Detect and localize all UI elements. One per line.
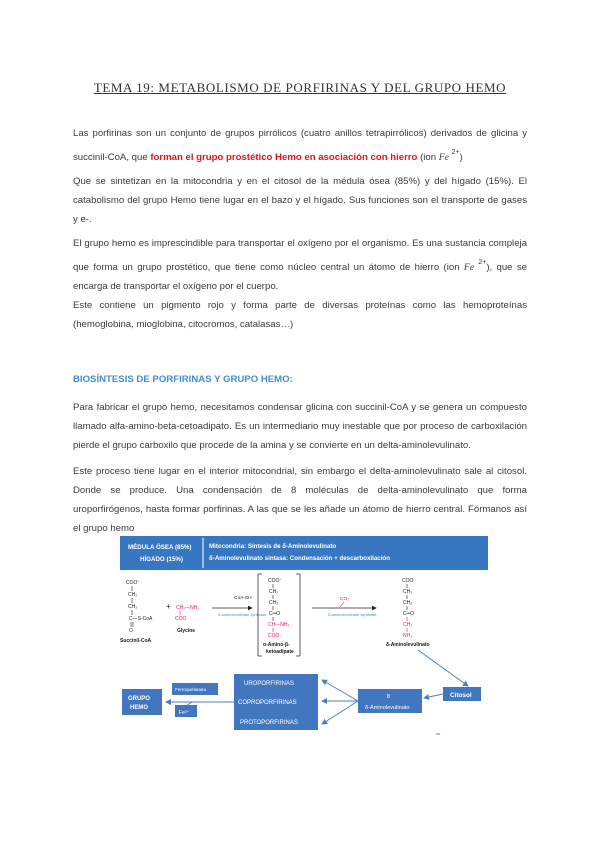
intermediate-keto: C═O: [269, 611, 281, 617]
glycine-coo: COO: [175, 616, 187, 622]
biosynthesis-diagram: [118, 534, 502, 736]
uroporphyrins: UROPORFIRINAS: [244, 681, 295, 687]
iron-symbol: Fe: [438, 152, 449, 163]
intermediate-ch2-a: CH₂: [269, 589, 279, 595]
heme-box: [122, 689, 162, 715]
product-amine: NH₃: [403, 633, 413, 639]
iron-charge: 2+: [451, 149, 460, 156]
succinyl-thioester: C—S-CoA: [129, 616, 153, 622]
intermediate-amine: CH—NH₃: [268, 622, 290, 628]
header-bar: [120, 536, 488, 570]
paragraph-process: Este proceso tiene lugar en el interior mitocondrial, sin embargo el delta-aminolevulinato sale al citosol. Donde se produce. Una condensación de 8 moléculas de delta-aminolevulinato que forma uroporfirógenos, hasta formar porfirinas. A las que se les añade un átomo de hierro central. Fórmanos así el grupo hemo: [73, 466, 527, 534]
enzyme-2-label: δ-aminolevulinate synthase: [328, 612, 377, 617]
header-mitochondria: Mitocondria: Síntesis de δ-Aminolevulinato: [209, 543, 337, 550]
header-liver: HÍGADO (15%): [140, 556, 183, 563]
hemo-text-end: ), que se encarga de transportar el oxígeno por el cuerpo.: [73, 262, 527, 292]
product-ch2-b: CH₂: [403, 600, 413, 606]
diagram-svg: [118, 534, 502, 736]
product-coo: COO⁻: [402, 578, 417, 584]
paragraph-hemo: [73, 234, 527, 296]
eight-count: 8: [387, 694, 391, 700]
highlight-text: forman el grupo prostético Hemo en asociación con hierro: [150, 152, 418, 163]
header-enzyme: δ-Aminolevulinato sintasa: Condensación + descarboxilación: [209, 555, 390, 562]
citosol-label: Citosol: [450, 692, 472, 699]
product-ch2-a: CH₂: [403, 589, 413, 595]
eight-label: δ-Aminolevulinato: [365, 705, 410, 711]
succinyl-ch2-a: CH₂: [128, 592, 138, 598]
page-title: TEMA 19: METABOLISMO DE PORFIRINAS Y DEL GRUPO HEMO: [93, 80, 507, 95]
intermediate-ch2-b: CH₂: [269, 600, 279, 606]
glycine-label: Glycine: [177, 628, 196, 634]
protoporphyrins: PROTOPORFIRINAS: [240, 720, 298, 726]
paragraph-synthesis: Que se sintetizan en la mitocondria y en el citosol de la médula ósea (85%) y del hígado (15%). El catabolismo del grupo Hemo tiene lugar en el bazo y el hígado. Sus funciones son el transporte de gases y e-.: [73, 176, 527, 225]
glycine-group: CH₂—NH₃: [176, 605, 200, 611]
plus-sign: +: [166, 602, 171, 611]
iron-charge: 2+: [478, 259, 487, 266]
product-ch2-c: CH₂: [403, 622, 413, 628]
section-heading: BIOSÍNTESIS DE PORFIRINAS Y GRUPO HEMO:: [73, 374, 293, 385]
intermediate-label-2: ketoadipate: [266, 649, 294, 655]
succinyl-coa-structure: [120, 580, 153, 644]
paren-close: ): [459, 152, 463, 163]
paragraph-intro: [73, 124, 527, 167]
paragraph-pigment: Este contiene un pigmento rojo y forma parte de diversas proteínas como las hemoproteínas (hemoglobina, mioglobina, citocromos, catalasas…): [73, 300, 527, 330]
product-label: δ-Aminolevulinato: [386, 642, 430, 648]
succinyl-coo: COO⁻: [126, 580, 141, 586]
heme-label-1: GRUPO: [128, 696, 151, 702]
intermediate-carboxyl: COO⁻: [268, 633, 283, 639]
coa-sh-label: CoA-SH: [234, 596, 252, 601]
hemo-text: El grupo hemo es imprescindible para transportar el oxígeno por el organismo. Es una sustancia compleja que forma un grupo prostético, que tiene como núcleo central un átomo de hierro (ion: [73, 238, 527, 273]
succinyl-oxygen: O: [129, 628, 133, 634]
product-structure: [386, 578, 430, 648]
intermediate-label-1: α-Amino-β-: [263, 642, 290, 648]
ferrochelatase-label: Ferroquelatasa: [175, 687, 206, 692]
intro-text-ion: (ion: [417, 152, 439, 163]
glycine-structure: [175, 605, 199, 634]
intro-text: Las porfirinas son un conjunto de grupos pirrólicos (cuatro anillos tetrapirrólicos) derivados de glicina y succinil-CoA, que: [73, 128, 527, 163]
heme-label-2: HEMO: [130, 705, 148, 711]
paragraph-biosynthesis: Para fabricar el grupo hemo, necesitamos condensar glicina con succinil-CoA y se genera un compuesto llamado alfa-amino-beta-cetoadipato. Es un intermediario muy inestable que por proceso de carboxilación pierde el grupo carboxilo que procede de la amina y se convierte en un delta-aminolevulinato.: [73, 402, 527, 451]
enzyme-1-label: δ-aminolevulinate synthase: [218, 612, 267, 617]
co2-label: CO₂: [340, 597, 350, 602]
iron-label: Fe²⁺: [179, 710, 190, 716]
iron-symbol: Fe: [463, 262, 474, 273]
succinyl-ch2-b: CH₂: [128, 604, 138, 610]
product-keto: C═O: [403, 611, 415, 617]
succinyl-label: Succinil-CoA: [120, 638, 152, 644]
header-marrow: MÉDULA ÓSEA (85%): [128, 544, 192, 551]
coproporphyrins: COPROPORFIRINAS: [238, 700, 297, 706]
intermediate-coo: COO⁻: [268, 578, 283, 584]
